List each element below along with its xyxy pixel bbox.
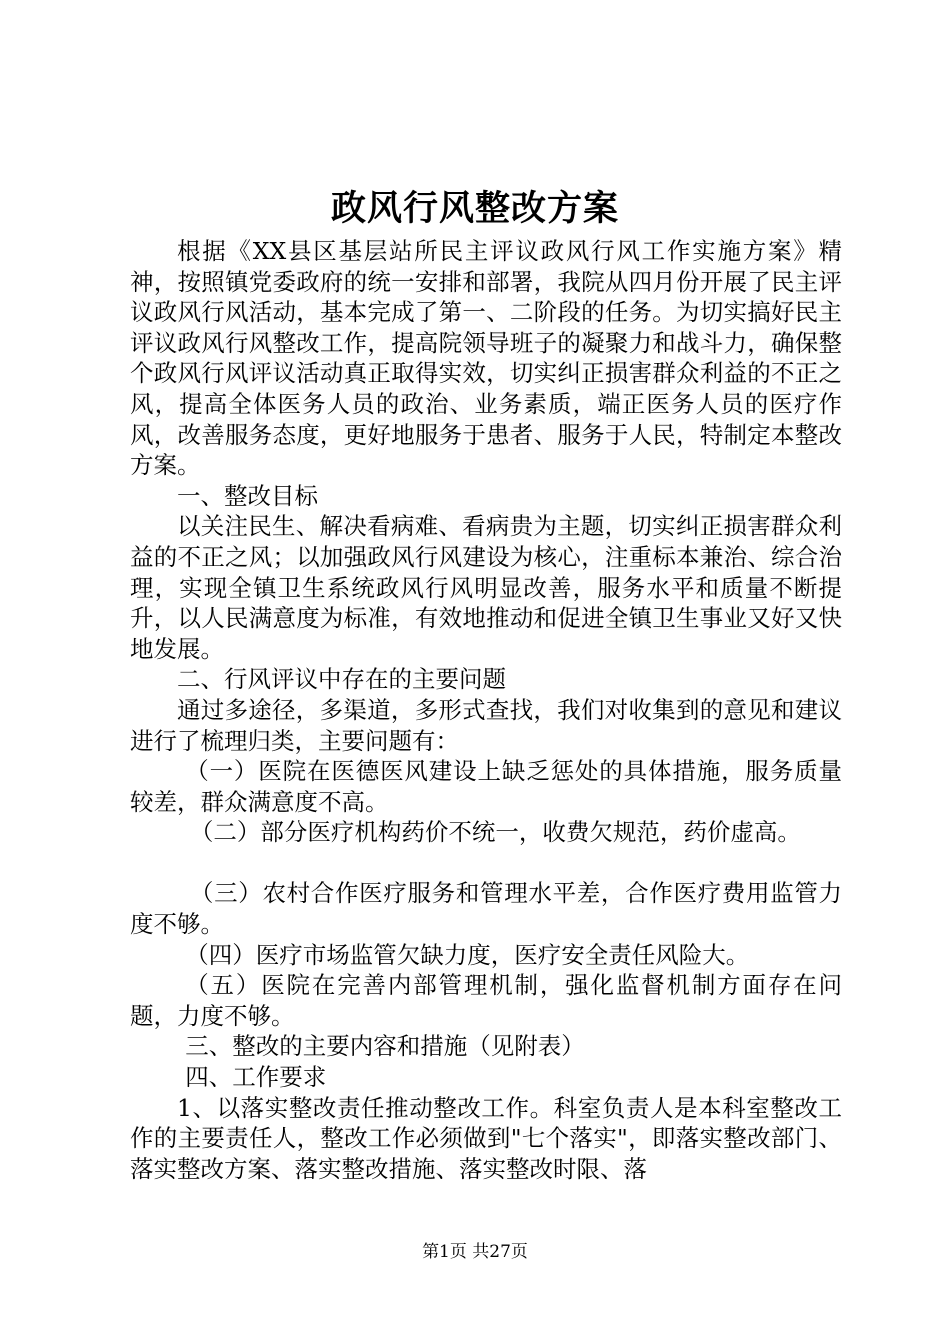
paragraph-problems-intro: 通过多途径，多渠道，多形式查找，我们对收集到的意见和建议进行了梳理归类，主要问题有：	[130, 695, 842, 755]
heading-section-1: 一、整改目标	[177, 481, 318, 510]
page-number: 第1页 共27页	[422, 1242, 528, 1262]
problem-item-2: （二）部分医疗机构药价不统一，收费欠规范，药价虚高。	[189, 818, 801, 847]
document-title: 政风行风整改方案	[330, 188, 619, 229]
paragraph-intro: 根据《XX县区基层站所民主评议政风行风工作实施方案》精神，按照镇党委政府的统一安排和部署，我院从四月份开展了民主评议政风行风活动，基本完成了第一、二阶段的任务。为切实搞好民主评议政风行风整改工作，提高院领导班子的凝聚力和战斗力，确保整个政风行风评议活动真正取得实效，切实纠正损害群众利益的不正之风，提高全体医务人员的政治、业务素质，端正医务人员的医疗作风，改善服务态度，更好地服务于患者、服务于人民，特制定本整改方案。	[130, 237, 842, 480]
problem-item-5: （五）医院在完善内部管理机制，强化监督机制方面存在问题，力度不够。	[130, 971, 842, 1030]
problem-item-1: （一）医院在医德医风建设上缺乏惩处的具体措施，服务质量较差，群众满意度不高。	[130, 757, 842, 816]
heading-section-3: 三、整改的主要内容和措施（见附表）	[185, 1032, 585, 1061]
paragraph-goals: 以关注民生、解决看病难、看病贵为主题，切实纠正损害群众利益的不正之风；以加强政风行风建设为核心，注重标本兼治、综合治理，实现全镇卫生系统政风行风明显改善，服务水平和质量不断提升，以人民满意度为标准，有效地推动和促进全镇卫生事业又好又快地发展。	[130, 512, 842, 663]
problem-item-4: （四）医疗市场监管欠缺力度，医疗安全责任风险大。	[185, 940, 750, 969]
paragraph-requirement-1: 1、以落实整改责任推动整改工作。科室负责人是本科室整改工作的主要责任人，整改工作必须做到"七个落实"，即落实整改部门、落实整改方案、落实整改措施、落实整改时限、落	[130, 1093, 842, 1183]
problem-item-3: （三）农村合作医疗服务和管理水平差，合作医疗费用监管力度不够。	[130, 879, 842, 939]
document-body	[130, 236, 842, 1184]
heading-section-4: 四、工作要求	[185, 1063, 327, 1092]
blank-line	[130, 848, 842, 879]
heading-section-2: 二、行风评议中存在的主要问题	[177, 665, 506, 694]
